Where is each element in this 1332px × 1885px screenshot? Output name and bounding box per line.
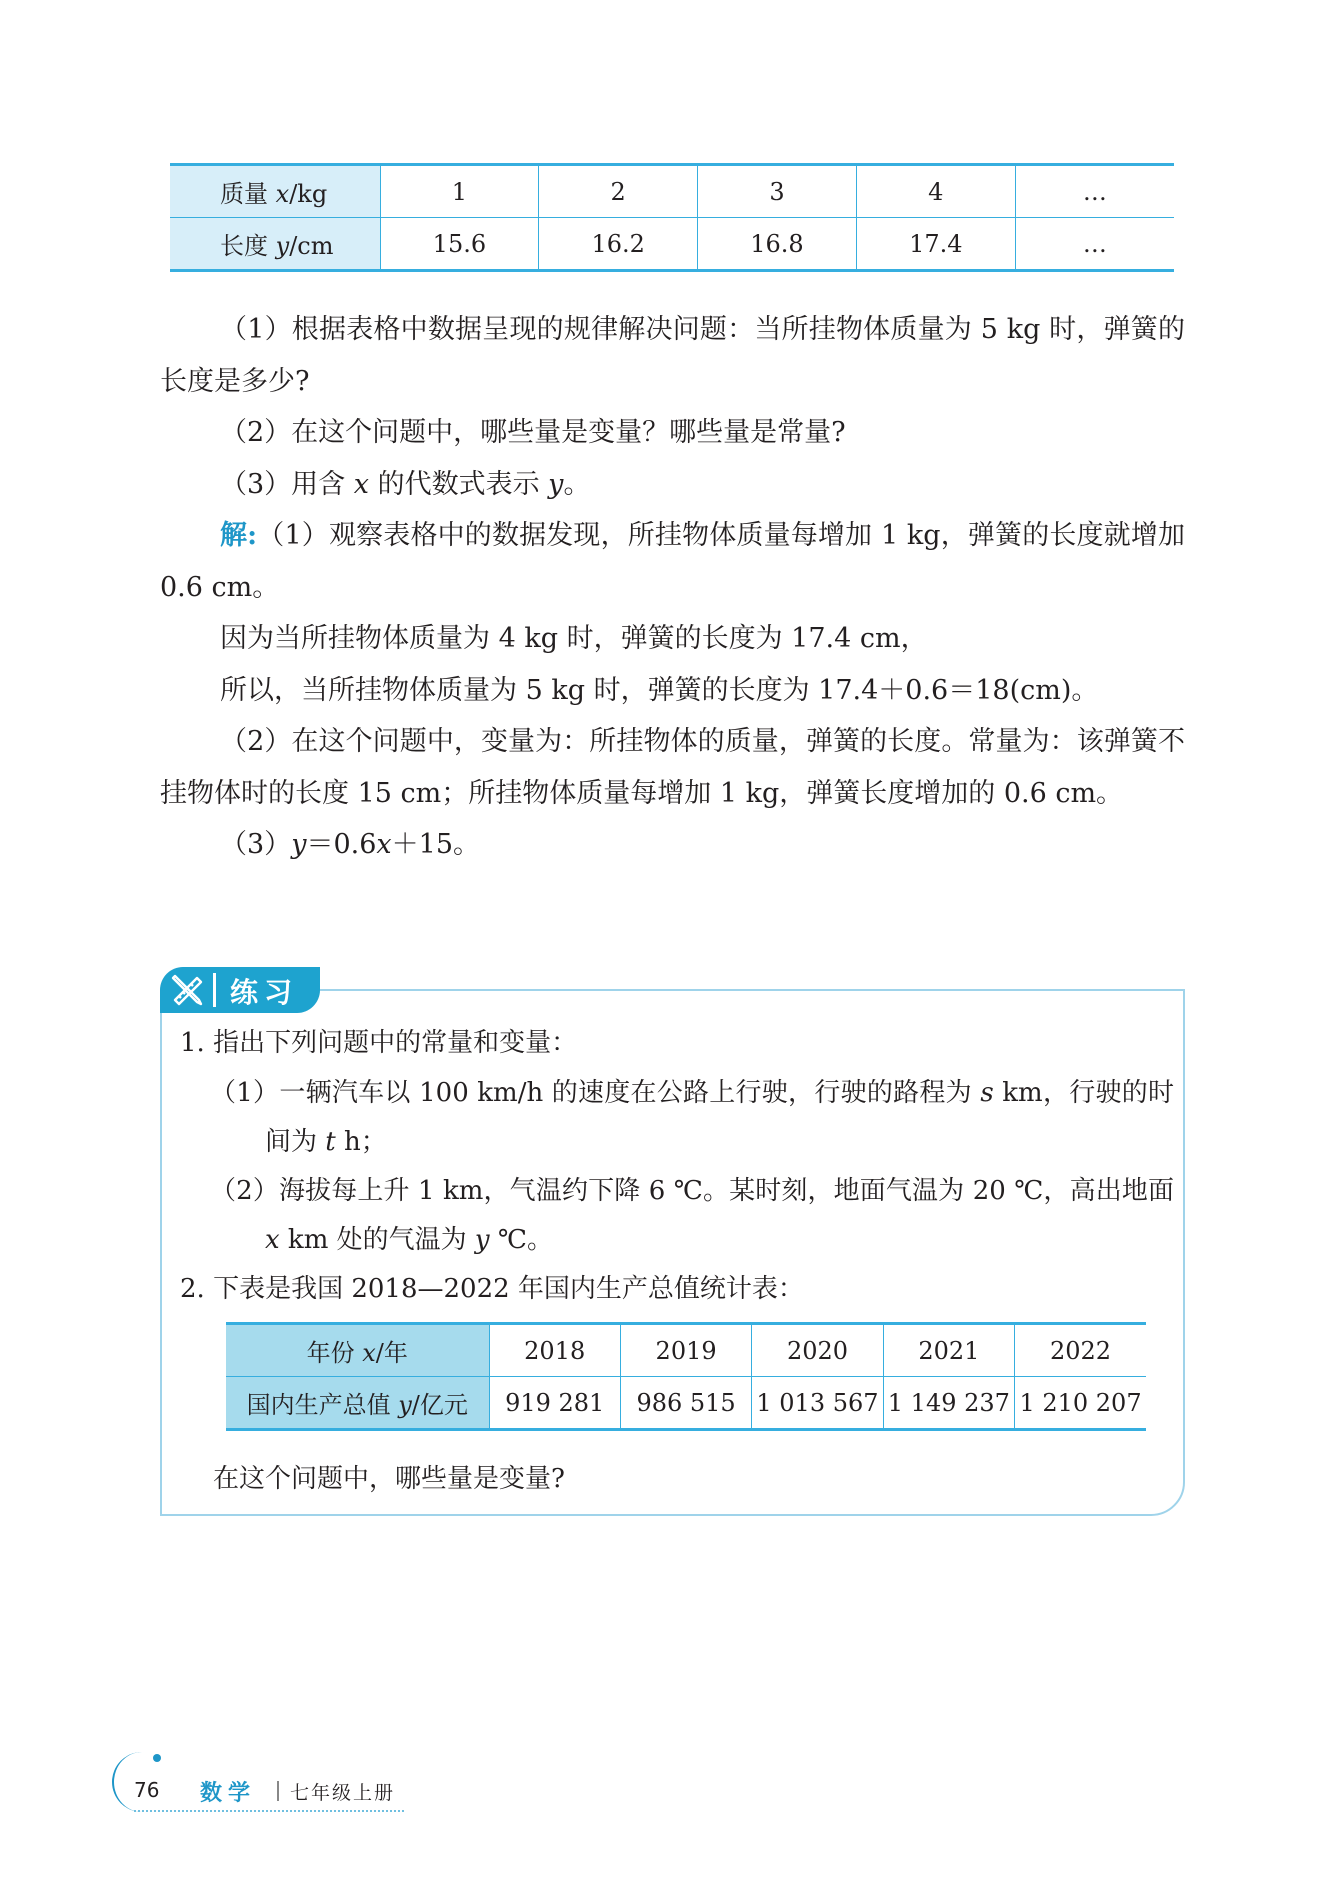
table-cell: 1 210 207 — [1015, 1377, 1146, 1430]
question-1: （1）根据表格中数据呈现的规律解决问题：当所挂物体质量为 5 kg 时，弹簧的长度是多少? — [160, 314, 1185, 397]
table-cell: 1 013 567 — [752, 1377, 883, 1430]
solution-1-reason: 因为当所挂物体质量为 4 kg 时，弹簧的长度为 17.4 cm， — [220, 623, 928, 654]
solution-2: （2）在这个问题中，变量为：所挂物体的质量，弹簧的长度。常量为：该弹簧不挂物体时的长度 15 cm；所挂物体质量每增加 1 kg，弹簧长度增加的 0.6 cm。 — [160, 726, 1185, 809]
question-3: （3）用含 x 的代数式表示 y。 — [220, 468, 591, 500]
row-header: 质量 x/kg — [170, 165, 380, 218]
row-header: 年份 x/年 — [226, 1324, 489, 1377]
exercise-title: 练习 — [230, 976, 299, 1009]
page-number: 76 — [134, 1778, 160, 1802]
table-cell: 986 515 — [620, 1377, 751, 1430]
footer-divider — [277, 1781, 279, 1801]
footer-dot — [153, 1754, 161, 1762]
problem-text — [160, 304, 1185, 871]
gdp-table — [226, 1322, 1146, 1431]
table-cell: 2020 — [752, 1324, 883, 1377]
subject-label: 数学 — [200, 1781, 257, 1806]
table-cell: 16.8 — [698, 218, 857, 271]
table-row — [226, 1324, 1146, 1377]
spring-data-table — [170, 163, 1174, 272]
table-row — [226, 1377, 1146, 1430]
book-title: 七年级上册 — [290, 1782, 396, 1804]
solution-3: （3）y＝0.6x＋15。 — [220, 829, 480, 860]
footer-dotted-line — [134, 1810, 404, 1812]
table-cell: 2022 — [1015, 1324, 1146, 1377]
table-row — [170, 218, 1174, 271]
table-cell: 2 — [539, 165, 698, 218]
table-cell: 1 — [380, 165, 539, 218]
table-cell: 1 149 237 — [883, 1377, 1014, 1430]
header-separator — [213, 973, 216, 1007]
row-header: 国内生产总值 y/亿元 — [226, 1377, 489, 1430]
table-cell: 4 — [856, 165, 1015, 218]
table-cell: 2019 — [620, 1324, 751, 1377]
exercise-header — [160, 967, 320, 1013]
table-cell: 2018 — [489, 1324, 620, 1377]
exercise-2: 2. 下表是我国 2018—2022 年国内生产总值统计表： — [180, 1274, 804, 1304]
exercise-2-question: 在这个问题中，哪些量是变量? — [213, 1464, 565, 1494]
table-row — [170, 165, 1174, 218]
table-cell: 16.2 — [539, 218, 698, 271]
exercise-1-part-2: （2）海拔每上升 1 km，气温约下降 6 ℃。某时刻，地面气温为 20 ℃，高出地面 x km 处的气温为 y ℃。 — [210, 1176, 1174, 1255]
exercise-1-part-1: （1）一辆汽车以 100 km/h 的速度在公路上行驶，行驶的路程为 s km，行驶的时间为 t h； — [210, 1078, 1174, 1157]
solution-1: 解:（1）观察表格中的数据发现，所挂物体质量每增加 1 kg，弹簧的长度就增加 0.6 cm。 — [160, 520, 1186, 603]
table-cell: 919 281 — [489, 1377, 620, 1430]
row-header: 长度 y/cm — [170, 218, 380, 271]
table-cell: 3 — [698, 165, 857, 218]
pencil-ruler-icon — [170, 973, 204, 1007]
exercise-1: 1. 指出下列问题中的常量和变量： — [180, 1028, 578, 1058]
table-cell: … — [1015, 165, 1174, 218]
table-cell: … — [1015, 218, 1174, 271]
table-cell: 15.6 — [380, 218, 539, 271]
question-2: （2）在这个问题中，哪些量是变量？哪些量是常量? — [220, 417, 846, 448]
solution-label: 解: — [220, 520, 258, 551]
table-cell: 17.4 — [856, 218, 1015, 271]
table-cell: 2021 — [883, 1324, 1014, 1377]
solution-1-conclusion: 所以，当所挂物体质量为 5 kg 时，弹簧的长度为 17.4＋0.6＝18(cm)。 — [220, 674, 1099, 706]
